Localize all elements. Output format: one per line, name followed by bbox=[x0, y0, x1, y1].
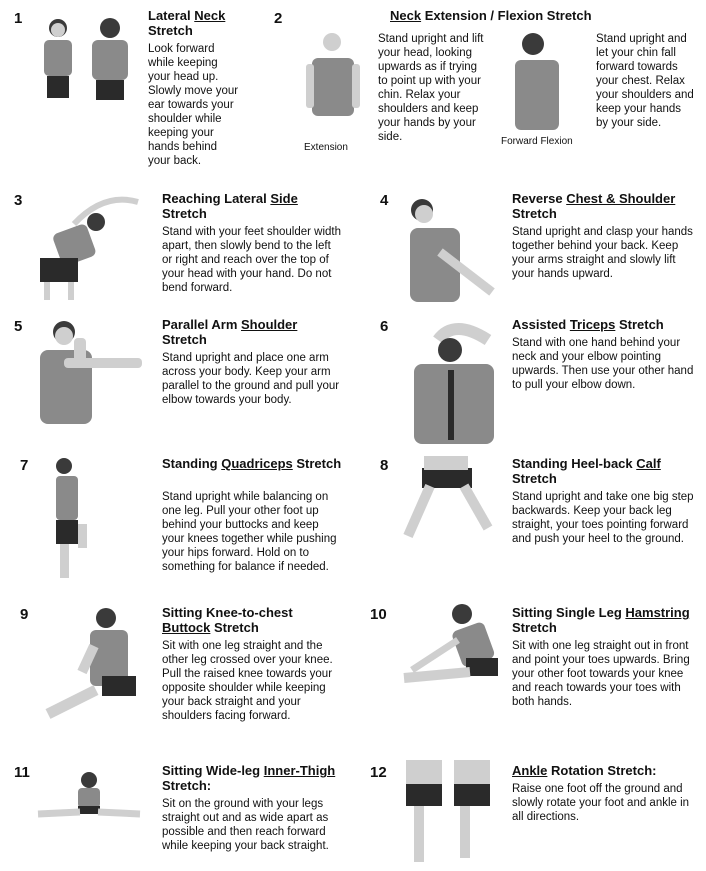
stretch-number: 7 bbox=[20, 457, 29, 474]
hamstring-figure bbox=[400, 600, 504, 690]
stretch-number: 9 bbox=[20, 606, 29, 623]
stretch-title: Reverse Chest & Shoulder Stretch bbox=[512, 191, 676, 221]
stretch-title: Assisted Triceps Stretch bbox=[512, 317, 664, 332]
stretch-number: 12 bbox=[370, 764, 387, 781]
lateral-side-figure bbox=[34, 194, 144, 304]
stretch-title: Parallel Arm Shoulder Stretch bbox=[162, 317, 298, 347]
stretch-title: Sitting Wide-leg Inner-Thigh Stretch: bbox=[162, 763, 336, 793]
figure-caption: Forward Flexion bbox=[501, 136, 573, 147]
stretch-title: Standing Quadriceps Stretch bbox=[162, 456, 342, 471]
assisted-triceps-figure bbox=[408, 320, 500, 444]
stretch-title: Sitting Single Leg Hamstring Stretch bbox=[512, 605, 690, 635]
neck-flexion-figure bbox=[505, 32, 575, 136]
calf-figure bbox=[402, 456, 498, 542]
stretch-number: 11 bbox=[14, 764, 30, 781]
stretch-description: Stand upright and clasp your hands together behind your back. Keep your arms straight and slowly lift your hands upward. bbox=[512, 226, 693, 280]
stretch-title: Neck Extension / Flexion Stretch bbox=[390, 8, 592, 23]
inner-thigh-figure bbox=[36, 770, 142, 826]
buttock-figure bbox=[44, 606, 144, 722]
stretch-description: Stand with one hand behind your neck and your elbow pointing upwards. Then use your other hand to pull your elbow down. bbox=[512, 337, 694, 391]
stretch-description-right: Stand upright and let your chin fall forward towards your chest. Relax your shoulders and keep your hands by your side. bbox=[596, 33, 694, 129]
stretch-description: Sit on the ground with your legs straight out and as wide apart as possible and then reach forward while keeping your back straight. bbox=[162, 798, 329, 852]
neck-extension-figure bbox=[300, 30, 370, 140]
stretch-number: 5 bbox=[14, 318, 23, 335]
stretch-title: Standing Heel-back Calf Stretch bbox=[512, 456, 661, 486]
stretch-title: Reaching Lateral Side Stretch bbox=[162, 191, 298, 221]
stretch-number: 1 bbox=[14, 10, 23, 27]
stretch-description: Stand with your feet shoulder width apart, then slowly bend to the left or right and reach over the top of your head with your hand. Do not bend forward. bbox=[162, 226, 341, 294]
stretch-title: Lateral Neck Stretch bbox=[148, 8, 226, 38]
stretch-description: Stand upright and take one big step backwards. Keep your back leg straight, your toes pointing forward and push your heel to the ground. bbox=[512, 491, 694, 545]
stretch-description-left: Stand upright and lift your head, looking upwards as if trying to point up with your chin. Relax your shoulders and keep your hands by your side. bbox=[378, 33, 484, 143]
chest-shoulder-figure bbox=[400, 192, 500, 306]
stretch-number: 6 bbox=[380, 318, 389, 335]
stretch-description: Stand upright and place one arm across your body. Keep your arm parallel to the ground and pull your elbow towards your body. bbox=[162, 352, 340, 406]
stretch-description: Sit with one leg straight and the other leg crossed over your knee. Pull the raised knee towards your opposite shoulder while keeping your back straight and your shoulders facing forward. bbox=[162, 640, 333, 722]
stretch-number: 8 bbox=[380, 457, 389, 474]
stretch-description: Raise one foot off the ground and slowly rotate your foot and ankle in all directions. bbox=[512, 783, 690, 823]
figure-caption: Extension bbox=[304, 142, 348, 153]
ankle-rotation-figure bbox=[400, 760, 500, 868]
stretch-title: Ankle Rotation Stretch: bbox=[512, 763, 657, 778]
parallel-arm-figure bbox=[34, 320, 146, 424]
lateral-neck-figure bbox=[34, 14, 134, 104]
quadriceps-figure bbox=[50, 458, 100, 580]
stretch-description: Sit with one leg straight out in front and point your toes upwards. Bring your other foot towards your knee and reach towards your toes with both hands. bbox=[512, 640, 690, 708]
stretch-title: Sitting Knee-to-chest Buttock Stretch bbox=[162, 605, 293, 635]
stretch-number: 3 bbox=[14, 192, 23, 209]
stretch-number: 10 bbox=[370, 606, 387, 623]
stretch-description: Stand upright while balancing on one leg. Pull your other foot up behind your buttocks and keep your knees together while pushing your hips forward. Hold on to something for balance if needed. bbox=[162, 491, 337, 573]
stretch-number: 2 bbox=[274, 10, 283, 27]
stretch-description: Look forward while keeping your head up. Slowly move your ear towards your shoulder while keeping your hands behind your back. bbox=[148, 43, 239, 167]
stretch-number: 4 bbox=[380, 192, 389, 209]
